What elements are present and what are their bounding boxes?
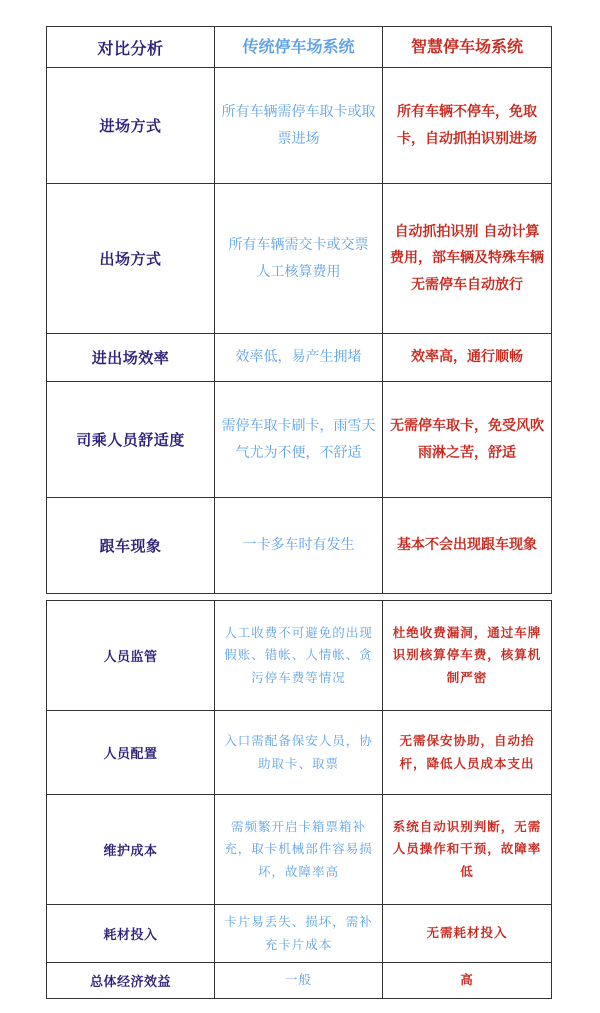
- row-smart: 高: [383, 963, 552, 999]
- row-traditional: 所有车辆需停车取卡或取票进场: [215, 68, 383, 184]
- row-aspect: 人员监管: [47, 601, 215, 711]
- row-traditional: 需频繁开启卡箱票箱补充，取卡机械部件容易损坏，故障率高: [215, 795, 383, 905]
- table-row: [47, 382, 552, 498]
- row-traditional: 人工收费不可避免的出现假账、错帐、人情帐、贪污停车费等情况: [215, 601, 383, 711]
- row-smart: 所有车辆不停车，免取卡，自动抓拍识别进场: [383, 68, 552, 184]
- row-smart: 无需耗材投入: [383, 905, 552, 963]
- row-aspect: 出场方式: [47, 184, 215, 334]
- table-row: [47, 711, 552, 795]
- row-aspect: 总体经济效益: [47, 963, 215, 999]
- header-traditional: 传统停车场系统: [215, 27, 383, 68]
- row-aspect: 司乘人员舒适度: [47, 382, 215, 498]
- header-smart: 智慧停车场系统: [383, 27, 552, 68]
- header-row: [47, 27, 552, 68]
- row-aspect: 维护成本: [47, 795, 215, 905]
- row-traditional: 一般: [215, 963, 383, 999]
- row-aspect: 人员配置: [47, 711, 215, 795]
- row-traditional: 卡片易丢失、损坏，需补充卡片成本: [215, 905, 383, 963]
- row-traditional: 需停车取卡刷卡，雨雪天气尤为不便，不舒适: [215, 382, 383, 498]
- row-smart: 杜绝收费漏洞，通过车牌识别核算停车费，核算机制严密: [383, 601, 552, 711]
- row-smart: 自动抓拍识别 自动计算费用，部车辆及特殊车辆无需停车自动放行: [383, 184, 552, 334]
- row-aspect: 进出场效率: [47, 334, 215, 382]
- row-smart: 无需保安协助，自动抬杆，降低人员成本支出: [383, 711, 552, 795]
- row-traditional: 入口需配备保安人员，协助取卡、取票: [215, 711, 383, 795]
- row-smart: 无需停车取卡，免受风吹雨淋之苦，舒适: [383, 382, 552, 498]
- row-aspect: 进场方式: [47, 68, 215, 184]
- row-traditional: 效率低，易产生拥堵: [215, 334, 383, 382]
- table-row: [47, 498, 552, 594]
- row-traditional: 一卡多车时有发生: [215, 498, 383, 594]
- row-smart: 系统自动识别判断，无需人员操作和干预，故障率低: [383, 795, 552, 905]
- table-row: [47, 963, 552, 999]
- row-traditional: 所有车辆需交卡或交票 人工核算费用: [215, 184, 383, 334]
- comparison-table-bottom: [46, 600, 552, 999]
- row-smart: 基本不会出现跟车现象: [383, 498, 552, 594]
- table-row: [47, 68, 552, 184]
- row-aspect: 跟车现象: [47, 498, 215, 594]
- comparison-table-top: [46, 26, 552, 594]
- row-smart: 效率高，通行顺畅: [383, 334, 552, 382]
- header-aspect: 对比分析: [47, 27, 215, 68]
- table-row: [47, 905, 552, 963]
- table-row: [47, 795, 552, 905]
- table-row: [47, 601, 552, 711]
- row-aspect: 耗材投入: [47, 905, 215, 963]
- table-row: [47, 184, 552, 334]
- table-row: [47, 334, 552, 382]
